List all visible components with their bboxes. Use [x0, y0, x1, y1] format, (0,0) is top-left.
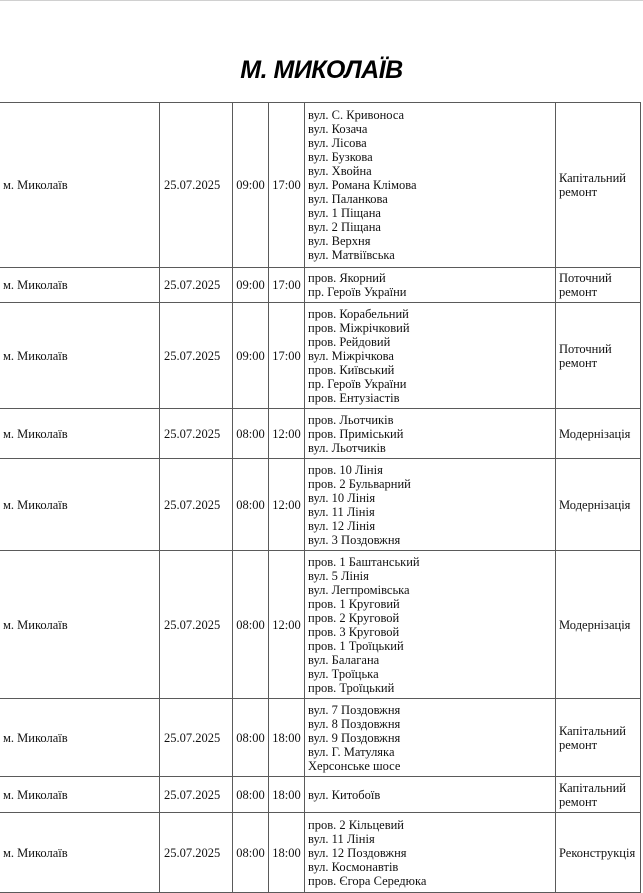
date-cell: 25.07.2025 [160, 459, 233, 551]
page-title: М. МИКОЛАЇВ [240, 56, 403, 84]
street-item: вул. 7 Поздовжня [308, 702, 401, 717]
table-row [0, 777, 641, 813]
date-cell: 25.07.2025 [160, 409, 233, 459]
table-row [0, 303, 641, 409]
street-item: пров. Корабельний [308, 306, 409, 321]
table-row [0, 268, 641, 303]
street-item: пров. Рейдовий [308, 334, 391, 349]
end-time-cell: 18:00 [269, 699, 305, 777]
city-cell: м. Миколаїв [0, 813, 160, 893]
end-time-cell: 17:00 [269, 303, 305, 409]
street-item: пров. Київський [308, 362, 395, 377]
top-divider [0, 0, 643, 1]
start-time-cell: 09:00 [233, 303, 269, 409]
start-time-cell: 09:00 [233, 103, 269, 268]
street-item: вул. 10 Лінія [308, 490, 376, 505]
start-time-cell: 08:00 [233, 551, 269, 699]
city-cell: м. Миколаїв [0, 268, 160, 303]
end-time-cell: 17:00 [269, 103, 305, 268]
work-type-cell: Капітальний ремонт [556, 103, 641, 268]
end-time-cell: 17:00 [269, 268, 305, 303]
table-row [0, 459, 641, 551]
streets-cell [305, 268, 556, 303]
table-row [0, 813, 641, 893]
work-type-cell: Модернізація [556, 409, 641, 459]
date-cell: 25.07.2025 [160, 303, 233, 409]
street-item: пров. Якорний [308, 271, 386, 285]
street-item: вул. Верхня [308, 234, 371, 248]
date-cell: 25.07.2025 [160, 551, 233, 699]
streets-cell [305, 409, 556, 459]
street-item: вул. Лісова [308, 136, 367, 150]
street-item: пров. 1 Баштанський [308, 554, 420, 569]
street-item: пров. 1 Круговий [308, 596, 400, 611]
work-type-cell: Капітальний ремонт [556, 699, 641, 777]
street-item: вул. 1 Піщана [308, 206, 381, 220]
start-time-cell: 08:00 [233, 699, 269, 777]
start-time-cell: 08:00 [233, 813, 269, 893]
city-cell: м. Миколаїв [0, 303, 160, 409]
streets-cell [305, 103, 556, 268]
streets-cell [305, 459, 556, 551]
street-item: пров. Єгора Середюка [308, 873, 427, 888]
date-cell: 25.07.2025 [160, 268, 233, 303]
end-time-cell: 18:00 [269, 777, 305, 813]
start-time-cell: 08:00 [233, 777, 269, 813]
street-item: вул. Космонавтів [308, 859, 399, 874]
street-item: пров. Льотчиків [308, 412, 394, 427]
work-type-cell: Модернізація [556, 551, 641, 699]
street-item: вул. 8 Поздовжня [308, 716, 401, 731]
street-item: вул. 2 Піщана [308, 220, 381, 234]
end-time-cell: 12:00 [269, 551, 305, 699]
work-type-cell: Реконструкція [556, 813, 641, 893]
street-item: пров. Ентузіастів [308, 390, 400, 405]
street-item: вул. Романа Клімова [308, 178, 417, 192]
city-cell: м. Миколаїв [0, 103, 160, 268]
streets-cell [305, 777, 556, 813]
work-type-cell: Модернізація [556, 459, 641, 551]
outage-schedule-table [0, 102, 641, 893]
end-time-cell: 18:00 [269, 813, 305, 893]
city-cell: м. Миколаїв [0, 409, 160, 459]
date-cell: 25.07.2025 [160, 777, 233, 813]
street-item: пров. 2 Круговой [308, 610, 400, 625]
street-item: пров. 10 Лінія [308, 462, 383, 477]
work-type-cell: Поточний ремонт [556, 303, 641, 409]
street-item: пр. Героїв України [308, 285, 407, 299]
date-cell: 25.07.2025 [160, 813, 233, 893]
city-cell: м. Миколаїв [0, 551, 160, 699]
street-item: пров. Приміський [308, 426, 404, 441]
street-item: пров. 2 Бульварний [308, 476, 411, 491]
street-item: вул. 12 Лінія [308, 518, 376, 533]
street-item: вул. 12 Поздовжня [308, 845, 407, 860]
street-item: вул. С. Кривоноса [308, 108, 405, 122]
street-item: вул. Паланкова [308, 192, 388, 206]
street-item: пров. Міжрічковий [308, 320, 410, 335]
street-item: вул. 9 Поздовжня [308, 730, 401, 745]
streets-cell [305, 551, 556, 699]
start-time-cell: 08:00 [233, 409, 269, 459]
streets-cell [305, 813, 556, 893]
date-cell: 25.07.2025 [160, 699, 233, 777]
street-item: вул. Г. Матуляка [308, 744, 395, 759]
street-item: вул. 5 Лінія [308, 568, 369, 583]
work-type-cell: Капітальний ремонт [556, 777, 641, 813]
street-item: вул. Троїцька [308, 666, 379, 681]
work-type-cell: Поточний ремонт [556, 268, 641, 303]
street-item: вул. Балагана [308, 652, 380, 667]
city-cell: м. Миколаїв [0, 459, 160, 551]
street-item: пров. 3 Круговой [308, 624, 400, 639]
street-item: вул. 11 Лінія [308, 504, 375, 519]
street-item: вул. Легпромівська [308, 582, 410, 597]
start-time-cell: 09:00 [233, 268, 269, 303]
street-item: вул. Льотчиків [308, 440, 386, 455]
table-row [0, 551, 641, 699]
street-item: пров. 2 Кільцевий [308, 817, 404, 832]
table-row [0, 103, 641, 268]
end-time-cell: 12:00 [269, 459, 305, 551]
streets-cell [305, 303, 556, 409]
street-item: вул. 3 Поздовжня [308, 532, 401, 547]
street-item: вул. Козача [308, 122, 368, 136]
start-time-cell: 08:00 [233, 459, 269, 551]
streets-cell [305, 699, 556, 777]
street-item: вул. Китобоїв [308, 787, 381, 802]
table-row [0, 409, 641, 459]
street-item: Херсонське шосе [308, 758, 401, 773]
street-item: вул. Хвойна [308, 164, 372, 178]
table-row [0, 699, 641, 777]
street-item: вул. Бузкова [308, 150, 373, 164]
street-item: вул. Матвіївська [308, 248, 395, 262]
street-item: пров. Троїцький [308, 680, 395, 695]
city-cell: м. Миколаїв [0, 777, 160, 813]
street-item: вул. Міжрічкова [308, 348, 394, 363]
street-item: вул. 11 Лінія [308, 831, 375, 846]
city-cell: м. Миколаїв [0, 699, 160, 777]
end-time-cell: 12:00 [269, 409, 305, 459]
date-cell: 25.07.2025 [160, 103, 233, 268]
street-item: пр. Героїв України [308, 376, 407, 391]
street-item: пров. 1 Троїцький [308, 638, 404, 653]
